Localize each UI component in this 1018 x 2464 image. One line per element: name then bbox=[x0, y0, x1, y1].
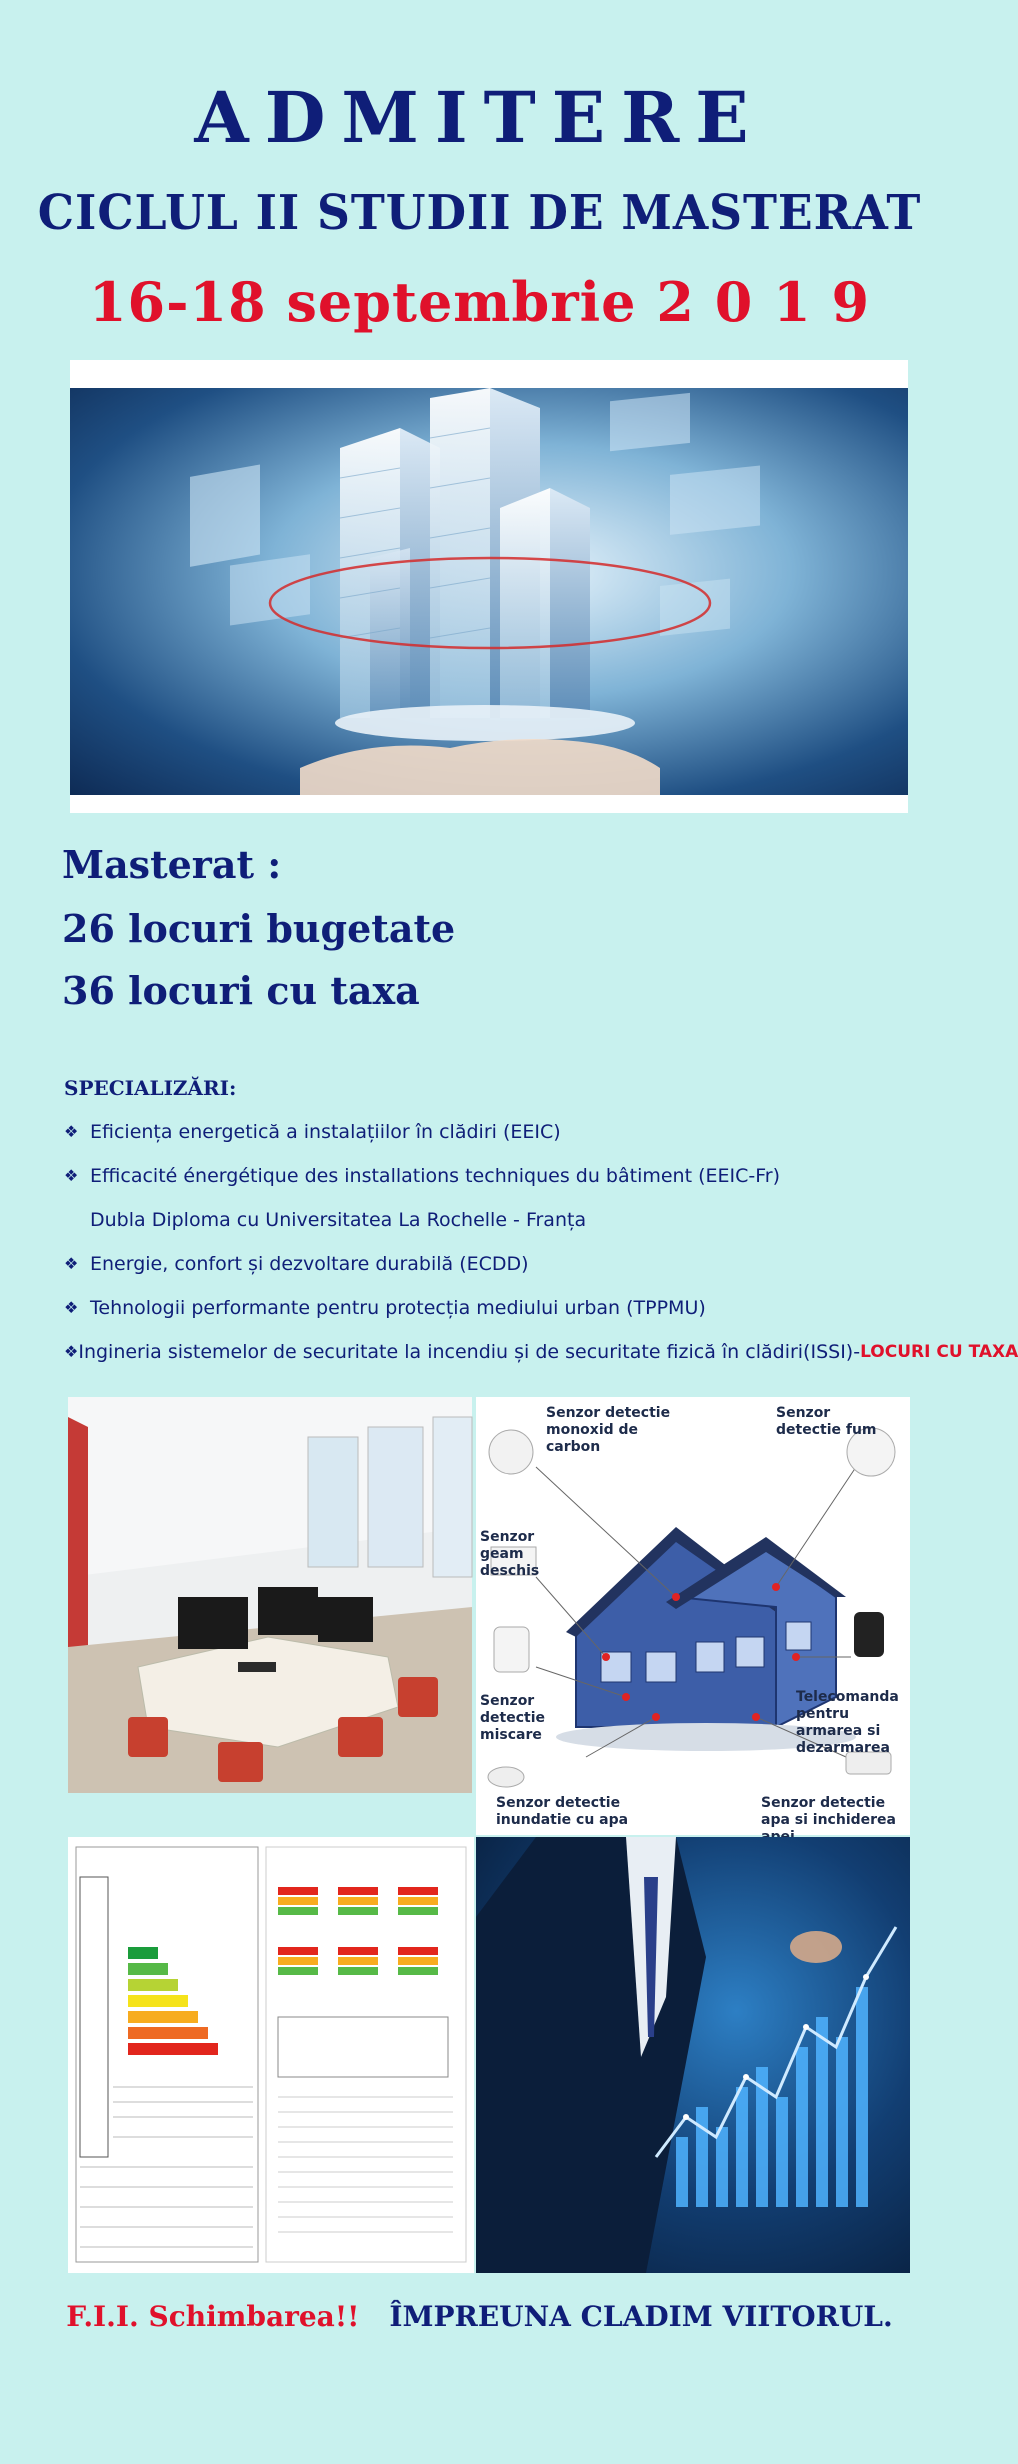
list-item: ❖ Energie, confort și dezvoltare durabilă (ECDD) bbox=[64, 1242, 944, 1286]
paid-tag: LOCURI CU TAXA bbox=[860, 1342, 1018, 1362]
city-hand-graphic bbox=[70, 388, 908, 795]
diamond-bullet-icon: ❖ bbox=[64, 1166, 79, 1185]
page-title: ADMITERE bbox=[194, 76, 765, 159]
admission-dates: 16-18 septembrie 2 0 1 9 bbox=[88, 270, 871, 334]
masterat-heading: Masterat : bbox=[62, 842, 282, 887]
list-item: ❖ Tehnologii performante pentru protecția mediului urban (TPPMU) bbox=[64, 1286, 944, 1330]
energy-certificate-image bbox=[68, 1837, 474, 2273]
list-item: ❖ Efficacité énergétique des installations techniques du bâtiment (EEIC-Fr) bbox=[64, 1154, 944, 1198]
list-item: ❖ Ingineria sistemelor de securitate la incendiu și de securitate fizică în clădiri(ISSI)- LOCURI CU TAXA bbox=[64, 1330, 944, 1374]
sensor-water-label: Senzor detectie apa si inchiderea bbox=[761, 1795, 896, 1828]
list-item-note: Dubla Diploma cu Universitatea La Rochelle - Franța bbox=[90, 1209, 587, 1231]
sensor-co-label: Senzor detectie monoxid de carbon bbox=[546, 1405, 671, 1455]
slogan-blue: ÎMPREUNA CLADIM VIITORUL. bbox=[389, 2300, 893, 2333]
budget-places: 26 locuri bugetate bbox=[62, 906, 456, 951]
remote-label: Telecomanda pentru armarea si dezarmarea bbox=[796, 1689, 899, 1756]
sensor-window-label: Senzor geam deschis bbox=[480, 1529, 540, 1579]
sensor-motion-label: Senzor detectie miscare bbox=[480, 1693, 545, 1743]
business-growth-photo bbox=[476, 1837, 910, 2273]
computer-lab-photo bbox=[68, 1397, 472, 1793]
specializations-list bbox=[64, 1110, 1018, 1374]
smart-city-illustration bbox=[70, 388, 908, 795]
house-sensors-infographic bbox=[476, 1397, 910, 1835]
diamond-bullet-icon: ❖ bbox=[64, 1122, 79, 1141]
diamond-bullet-icon: ❖ bbox=[64, 1342, 79, 1361]
specializations-heading: SPECIALIZĂRI: bbox=[64, 1076, 237, 1100]
sensor-smoke-label: Senzor detectie fum bbox=[776, 1405, 877, 1438]
list-item: ❖ Eficiența energetică a instalațiilor în clădiri (EEIC) bbox=[64, 1110, 944, 1154]
footer-slogan bbox=[0, 2300, 959, 2333]
slogan-red: F.I.I. Schimbarea!! bbox=[66, 2300, 360, 2333]
sensor-flood-label: Senzor detectie inundatie cu apa bbox=[496, 1795, 629, 1828]
diamond-bullet-icon: ❖ bbox=[64, 1254, 79, 1273]
paid-places: 36 locuri cu taxa bbox=[62, 968, 420, 1013]
hero-image bbox=[70, 360, 908, 813]
page-subtitle: CICLUL II STUDII DE MASTERAT bbox=[37, 185, 922, 241]
diamond-bullet-icon: ❖ bbox=[64, 1298, 79, 1317]
